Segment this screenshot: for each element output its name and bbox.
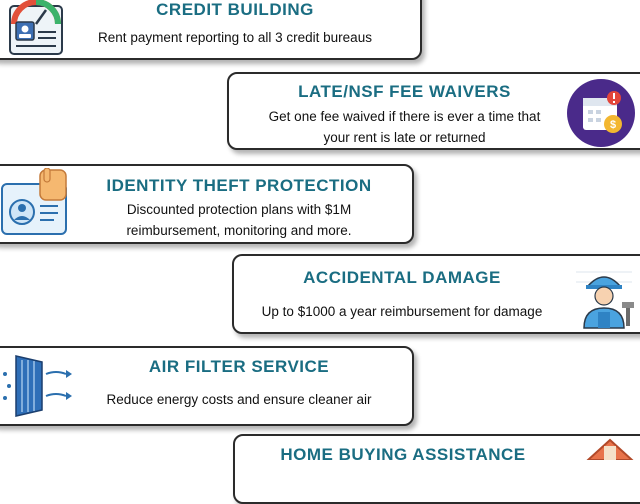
benefit-title: AIR FILTER SERVICE <box>148 357 330 376</box>
credit-score-report-icon <box>0 0 70 58</box>
benefit-description-line-2: reimbursement, monitoring and more. <box>126 223 352 238</box>
benefit-description: Rent payment reporting to all 3 credit bureaus <box>98 30 372 45</box>
benefit-title: ACCIDENTAL DAMAGE <box>303 268 501 287</box>
benefit-description: Up to $1000 a year reimbursement for damage <box>261 304 543 319</box>
id-card-hand-icon <box>0 168 78 240</box>
calendar-dollar-alert-icon <box>566 78 636 148</box>
benefit-description-line-2: your rent is late or returned <box>323 130 486 145</box>
benefit-card-home-buying <box>233 434 640 504</box>
benefit-description: Reduce energy costs and ensure cleaner air <box>106 392 372 407</box>
benefit-title: LATE/NSF FEE WAIVERS <box>298 82 511 101</box>
house-icon <box>580 436 640 460</box>
benefit-description-line-1: Get one fee waived if there is ever a time that <box>268 109 541 124</box>
benefit-title: HOME BUYING ASSISTANCE <box>280 445 526 464</box>
benefit-title: CREDIT BUILDING <box>156 0 314 19</box>
air-filter-icon <box>0 352 76 420</box>
benefit-description-line-1: Discounted protection plans with $1M <box>126 202 352 217</box>
svg-text:$: $ <box>609 119 617 131</box>
benefit-title: IDENTITY THEFT PROTECTION <box>106 176 372 195</box>
repair-worker-icon <box>568 262 640 330</box>
